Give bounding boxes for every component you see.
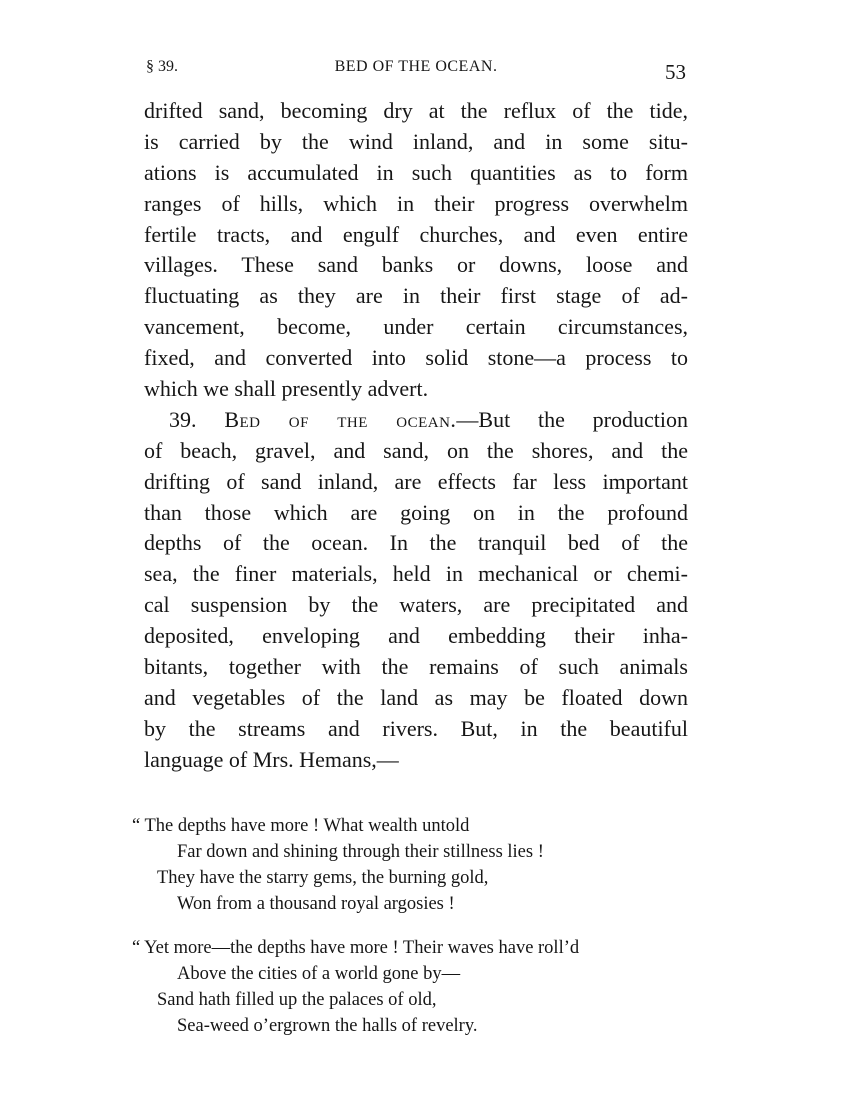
- text-line: and vegetables of the land as may be floated down: [144, 684, 688, 710]
- section-heading-line: [144, 405, 688, 436]
- poem-line: Far down and shining through their stillness lies !: [177, 842, 544, 862]
- text-line: than those which are going on in the profound: [144, 499, 688, 525]
- text-line: vancement, become, under certain circumstances,: [144, 314, 688, 340]
- text-line: language of Mrs. Hemans,—: [144, 746, 399, 772]
- text-line: depths of the ocean. In the tranquil bed of the: [144, 530, 688, 556]
- heading-line-rest: —But the production: [456, 406, 688, 432]
- text-line: fertile tracts, and engulf churches, and even entire: [144, 221, 688, 247]
- text-line: ranges of hills, which in their progress overwhelm: [144, 190, 688, 216]
- text-line: bitants, together with the remains of such animals: [144, 654, 688, 680]
- page-number: 53: [665, 60, 686, 84]
- text-line: villages. These sand banks or downs, loose and: [144, 252, 688, 278]
- text-line: which we shall presently advert.: [144, 376, 429, 402]
- header-section-number: § 39.: [146, 58, 178, 75]
- poem-stanza-2: [132, 935, 692, 1039]
- text-line: fixed, and converted into solid stone—a process to: [144, 345, 688, 371]
- text-line: deposited, enveloping and embedding their inha-: [144, 623, 688, 649]
- running-header: [146, 58, 686, 88]
- body-text: [144, 96, 688, 776]
- header-title: BED OF THE OCEAN.: [334, 58, 498, 75]
- text-line: drifted sand, becoming dry at the reflux of the tide,: [144, 98, 688, 123]
- text-line: cal suspension by the waters, are precipitated and: [144, 592, 688, 618]
- poem-line: “ Yet more—the depths have more ! Their waves have roll’d: [132, 938, 580, 958]
- section-number: 39.: [169, 406, 197, 432]
- text-line: sea, the finer materials, held in mechanical or chemi-: [144, 561, 688, 587]
- poem-line: Won from a thousand royal argosies !: [177, 894, 455, 914]
- poem-stanza-1: [132, 813, 692, 917]
- text-line: by the streams and rivers. But, in the beautiful: [144, 715, 688, 741]
- text-line: fluctuating as they are in their first stage of ad-: [144, 283, 688, 309]
- poem-line: Above the cities of a world gone by—: [177, 964, 461, 984]
- poem-line: Sand hath filled up the palaces of old,: [157, 990, 437, 1010]
- text-line: ations is accumulated in such quantities as to form: [144, 159, 688, 185]
- text-line: of beach, gravel, and sand, on the shores, and the: [144, 437, 688, 463]
- poem-line: “ The depths have more ! What wealth untold: [132, 816, 470, 836]
- text-line: is carried by the wind inland, and in some situ-: [144, 128, 688, 154]
- section-heading: Bed of the ocean.: [224, 406, 457, 432]
- text-line: drifting of sand inland, are effects far less important: [144, 468, 688, 494]
- poem-line: Sea-weed o’ergrown the halls of revelry.: [177, 1016, 478, 1036]
- poem-line: They have the starry gems, the burning gold,: [157, 868, 489, 888]
